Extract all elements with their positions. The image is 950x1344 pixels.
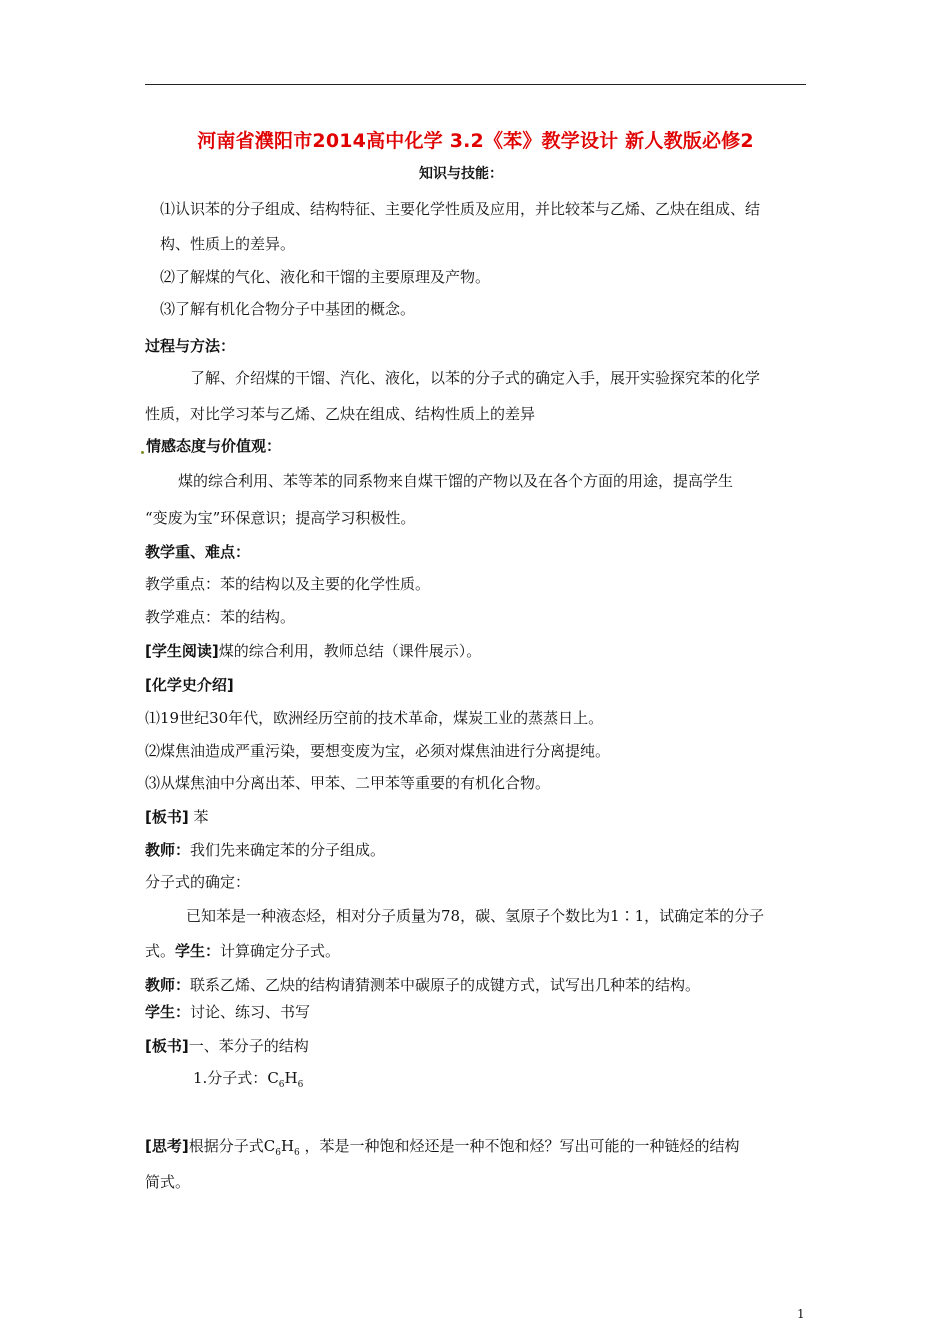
question-line-b — [145, 941, 340, 961]
think-text-post: ，苯是一种饱和烃还是一种不饱和烃？写出可能的一种链烃的结构 — [299, 1137, 740, 1155]
formula-c-subscript: 6 — [278, 1080, 285, 1090]
teacher-text-1: 我们先来确定苯的分子组成。 — [190, 841, 386, 859]
formula-line — [193, 1068, 303, 1095]
student-tag-1: 学生： — [175, 942, 221, 960]
history-item-1: ⑴19世纪30年代，欧洲经历空前的技术革命，煤炭工业的蒸蒸日上。 — [145, 709, 604, 727]
formula-label: 1.分子式： — [193, 1069, 268, 1087]
student-text-1: 计算确定分子式。 — [220, 942, 341, 960]
emotion-text-a: 煤的综合利用、苯等苯的同系物来自煤干馏的产物以及在各个方面的用途，提高学生 — [178, 472, 734, 490]
emotion-text-b: “变废为宝”环保意识；提高学习积极性。 — [145, 509, 416, 527]
teacher-tag-1: 教师： — [145, 841, 191, 859]
board-tag-1: [板书] — [145, 808, 189, 826]
process-text-b: 性质，对比学习苯与乙烯、乙炔在组成、结构性质上的差异 — [145, 405, 536, 423]
document-title: 河南省濮阳市2014高中化学 3.2《苯》教学设计 新人教版必修2 — [197, 130, 754, 152]
teacher-line-1 — [145, 840, 385, 860]
history-item-2: ⑵煤焦油造成严重污染，要想变废为宝，必须对煤焦油进行分离提纯。 — [145, 742, 611, 760]
process-heading: 过程与方法： — [145, 337, 236, 355]
margin-mark — [141, 451, 144, 454]
think-formula-h: H — [280, 1137, 295, 1155]
board-text-2: 一、苯分子的结构 — [188, 1037, 309, 1055]
teacher-tag-2: 教师： — [145, 976, 191, 994]
process-text-a: 了解、介绍煤的干馏、汽化、液化，以苯的分子式的确定入手，展开实验探究苯的化学 — [190, 369, 761, 387]
teacher-text-2: 联系乙烯、乙炔的结构请猜测苯中碳原子的成键方式，试写出几种苯的结构。 — [190, 976, 701, 994]
student-reading-tag: [学生阅读] — [145, 642, 219, 660]
think-text-pre: 根据分子式 — [188, 1137, 264, 1155]
key-heading: 教学重、难点： — [145, 543, 251, 561]
formula-heading: 分子式的确定： — [145, 873, 251, 891]
knowledge-heading: 知识与技能： — [419, 166, 503, 182]
board-line-2 — [145, 1036, 309, 1056]
history-heading: [化学史介绍] — [145, 676, 234, 694]
question-text-a: 已知苯是一种液态烃，相对分子质量为78，碳、氢原子个数比为1∶1，试确定苯的分子 — [186, 907, 765, 925]
think-formula-h-subscript: 6 — [294, 1148, 300, 1158]
student-text-2: 讨论、练习、书写 — [190, 1003, 311, 1021]
key-point: 教学重点：苯的结构以及主要的化学性质。 — [145, 575, 431, 593]
knowledge-item-2: ⑵了解煤的气化、液化和干馏的主要原理及产物。 — [160, 268, 491, 286]
formula-h: H — [284, 1069, 298, 1087]
knowledge-item-1b: 构、性质上的差异。 — [160, 235, 296, 253]
question-text-b: 式。 — [145, 942, 176, 960]
page-number: 1 — [797, 1307, 805, 1321]
think-line-a — [145, 1136, 740, 1163]
think-formula-c: C — [263, 1137, 276, 1155]
formula-c: C — [267, 1069, 279, 1087]
student-reading-line — [145, 641, 481, 661]
board-tag-2: [板书] — [145, 1037, 189, 1055]
knowledge-item-3: ⑶了解有机化合物分子中基团的概念。 — [160, 300, 416, 318]
think-line-b: 简式。 — [145, 1173, 191, 1191]
think-formula-c-subscript: 6 — [275, 1148, 281, 1158]
board-text-1: 苯 — [188, 808, 209, 826]
formula-h-subscript: 6 — [297, 1080, 304, 1090]
board-line-1 — [145, 807, 209, 827]
student-tag-2: 学生： — [145, 1003, 191, 1021]
think-tag: [思考] — [145, 1137, 189, 1155]
student-line-2 — [145, 1002, 310, 1022]
history-item-3: ⑶从煤焦油中分离出苯、甲苯、二甲苯等重要的有机化合物。 — [145, 774, 551, 792]
emotion-heading: 情感态度与价值观： — [146, 437, 282, 455]
student-reading-text: 煤的综合利用，教师总结（课件展示）。 — [218, 642, 482, 660]
teacher-line-2 — [145, 975, 700, 995]
knowledge-item-1a: ⑴认识苯的分子组成、结构特征、主要化学性质及应用，并比较苯与乙烯、乙炔在组成、结 — [160, 200, 761, 218]
difficult-point: 教学难点：苯的结构。 — [145, 608, 296, 626]
header-rule — [145, 84, 806, 85]
